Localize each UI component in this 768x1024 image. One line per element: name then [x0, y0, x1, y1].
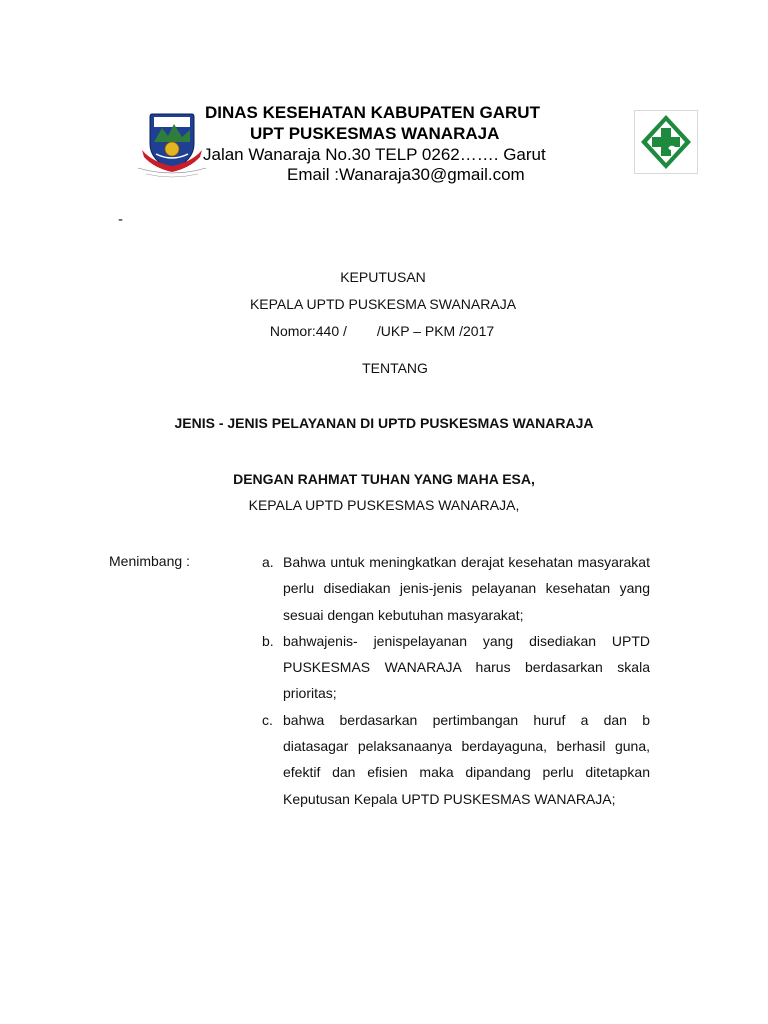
- rahmat-line: DENGAN RAHMAT TUHAN YANG MAHA ESA,: [233, 471, 535, 487]
- puskesmas-green-cross-icon: [634, 110, 698, 174]
- letterhead-address: Jalan Wanaraja No.30 TELP 0262……. Garut: [203, 145, 546, 164]
- menimbang-label: Menimbang :: [109, 553, 190, 569]
- letterhead-email: Email :Wanaraja30@gmail.com: [287, 165, 525, 184]
- consideration-item: [262, 628, 650, 707]
- consideration-letter: b.: [262, 632, 274, 649]
- dash-mark: -: [118, 211, 123, 228]
- consideration-letter: a.: [262, 554, 274, 570]
- tentang-label: TENTANG: [362, 360, 428, 376]
- decree-heading: KEPUTUSAN: [340, 269, 426, 285]
- consideration-item: [262, 549, 650, 628]
- kepala-line: KEPALA UPTD PUSKESMAS WANARAJA,: [248, 497, 520, 513]
- considerations-list: [262, 549, 650, 812]
- decree-issuer: KEPALA UPTD PUSKESMA SWANARAJA: [249, 296, 517, 312]
- kabupaten-garut-crest-icon: [134, 110, 210, 180]
- decree-subject: JENIS - JENIS PELAYANAN DI UPTD PUSKESMAS WANARAJA: [174, 415, 594, 431]
- consideration-text: Bahwa untuk meningkatkan derajat kesehatan masyarakat perlu disediakan jenis-jenis pelayanan kesehatan yang sesuai dengan kebutuhan masyarakat;: [283, 554, 650, 623]
- letterhead-agency: DINAS KESEHATAN KABUPATEN GARUT: [205, 103, 540, 122]
- letterhead-unit: UPT PUSKESMAS WANARAJA: [250, 124, 500, 143]
- consideration-text: bahwa berdasarkan pertimbangan huruf a dan b diatasagar pelaksanaanya berdayaguna, berhasil guna, efektif dan efisien maka dipandang perlu ditetapkan Keputusan Kepala UPTD PUSKESMAS WANARAJA;: [283, 711, 650, 807]
- decree-number-suffix: /UKP – PKM /2017: [376, 323, 495, 339]
- consideration-item: [262, 707, 650, 812]
- consideration-letter: c.: [262, 711, 273, 728]
- consideration-text: bahwajenis- jenispelayanan yang disediakan UPTD PUSKESMAS WANARAJA harus berdasarkan skala prioritas;: [283, 632, 650, 702]
- decree-number: [0, 323, 766, 339]
- decree-number-prefix: Nomor:440 /: [269, 323, 347, 339]
